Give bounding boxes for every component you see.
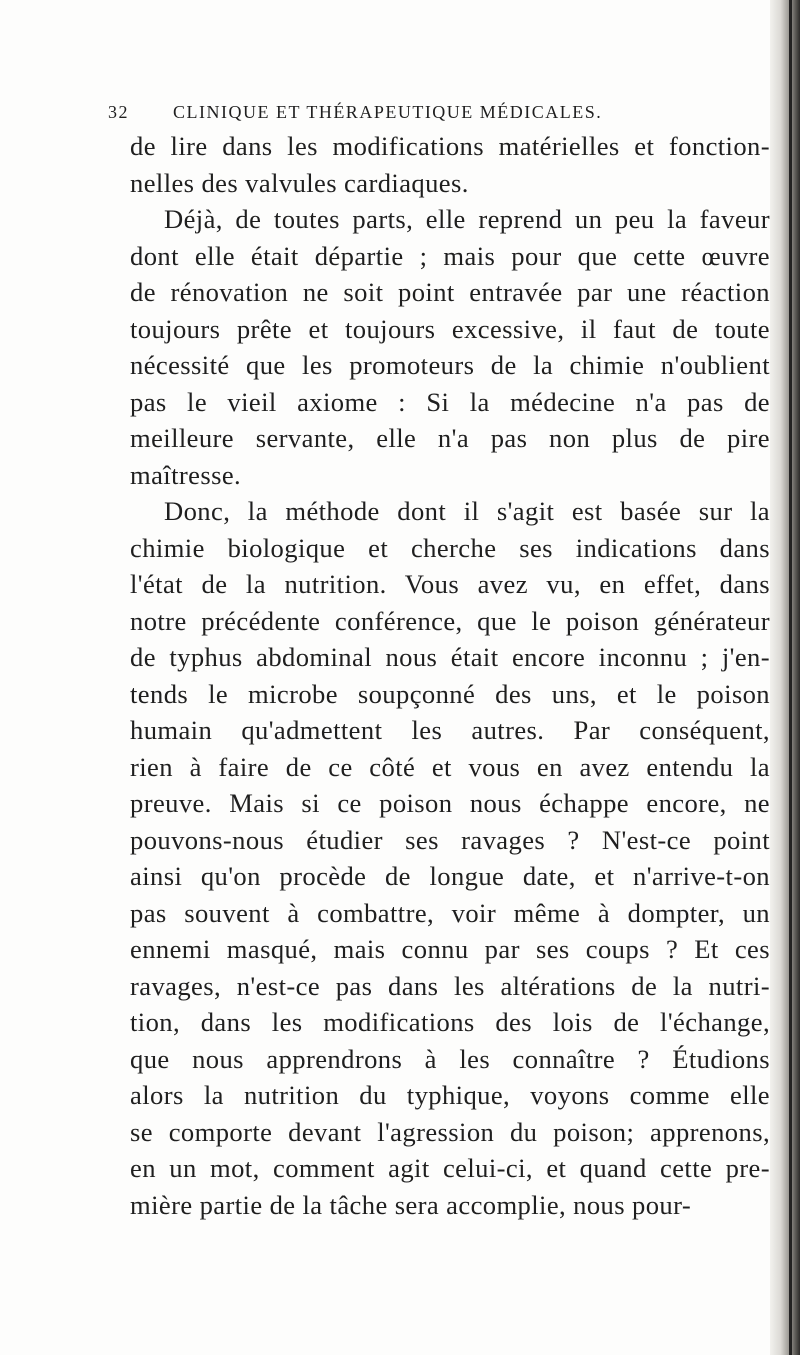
text-line: ennemi masqué, mais connu par ses coups ? Et ces [130,934,770,964]
body-text [130,128,770,1223]
text-line: pouvons-nous étudier ses ravages ? N'est-ce point [130,824,770,855]
text-line: dont elle était départie ; mais pour que cette œuvre [130,240,770,271]
text-line: nécessité que les promoteurs de la chimie n'oublient [130,350,770,380]
text-line: de lire dans les modifications matérielles et fonction- [130,131,770,161]
text-line: Déjà, de toutes parts, elle reprend un peu la faveur [164,204,770,234]
binding-edge-line [789,0,792,1355]
text-line: de typhus abdominal nous était encore inconnu ; j'en- [130,642,770,672]
text-line: humain qu'admettent les autres. Par conséquent, [130,715,770,745]
text-line: tion, dans les modifications des lois de l'échange, [130,1007,770,1037]
text-line: de rénovation ne soit point entravée par une réaction [130,277,770,307]
text-line: pas souvent à combattre, voir même à dompter, un [130,897,770,928]
text-line: Donc, la méthode dont il s'agit est basée sur la [164,496,770,526]
running-header [108,102,788,130]
running-title: CLINIQUE ET THÉRAPEUTIQUE MÉDICALES. [173,102,603,122]
text-line: l'état de la nutrition. Vous avez vu, en effet, dans [130,569,770,599]
page-number: 32 [108,102,129,122]
text-line: se comporte devant l'agression du poison; apprenons, [130,1116,770,1147]
text-line: meilleure servante, elle n'a pas non plus de pire [130,423,770,453]
text-line: preuve. Mais si ce poison nous échappe encore, ne [130,788,770,818]
text-line: rien à faire de ce côté et vous en avez entendu la [130,751,770,782]
text-line: ainsi qu'on procède de longue date, et n'arrive-t-on [130,861,770,891]
text-line: toujours prête et toujours excessive, il faut de toute [130,313,770,344]
text-line: en un mot, comment agit celui-ci, et quand cette pre- [130,1153,770,1183]
page-edge-shadow [770,0,800,1355]
text-line: mière partie de la tâche sera accomplie, nous pour- [130,1189,692,1220]
text-line: nelles des valvules cardiaques. [130,167,469,198]
text-line: ravages, n'est-ce pas dans les altérations de la nutri- [130,970,770,1001]
text-line: alors la nutrition du typhique, voyons comme elle [130,1080,770,1110]
text-line: tends le microbe soupçonné des uns, et le poison [130,678,770,709]
text-line: pas le vieil axiome : Si la médecine n'a pas de [130,386,770,417]
text-line: maîtresse. [130,459,242,490]
text-line: chimie biologique et cherche ses indications dans [130,532,770,563]
text-line: notre précédente conférence, que le poison générateur [130,605,770,636]
text-line: que nous apprendrons à les connaître ? Étudions [130,1043,770,1074]
